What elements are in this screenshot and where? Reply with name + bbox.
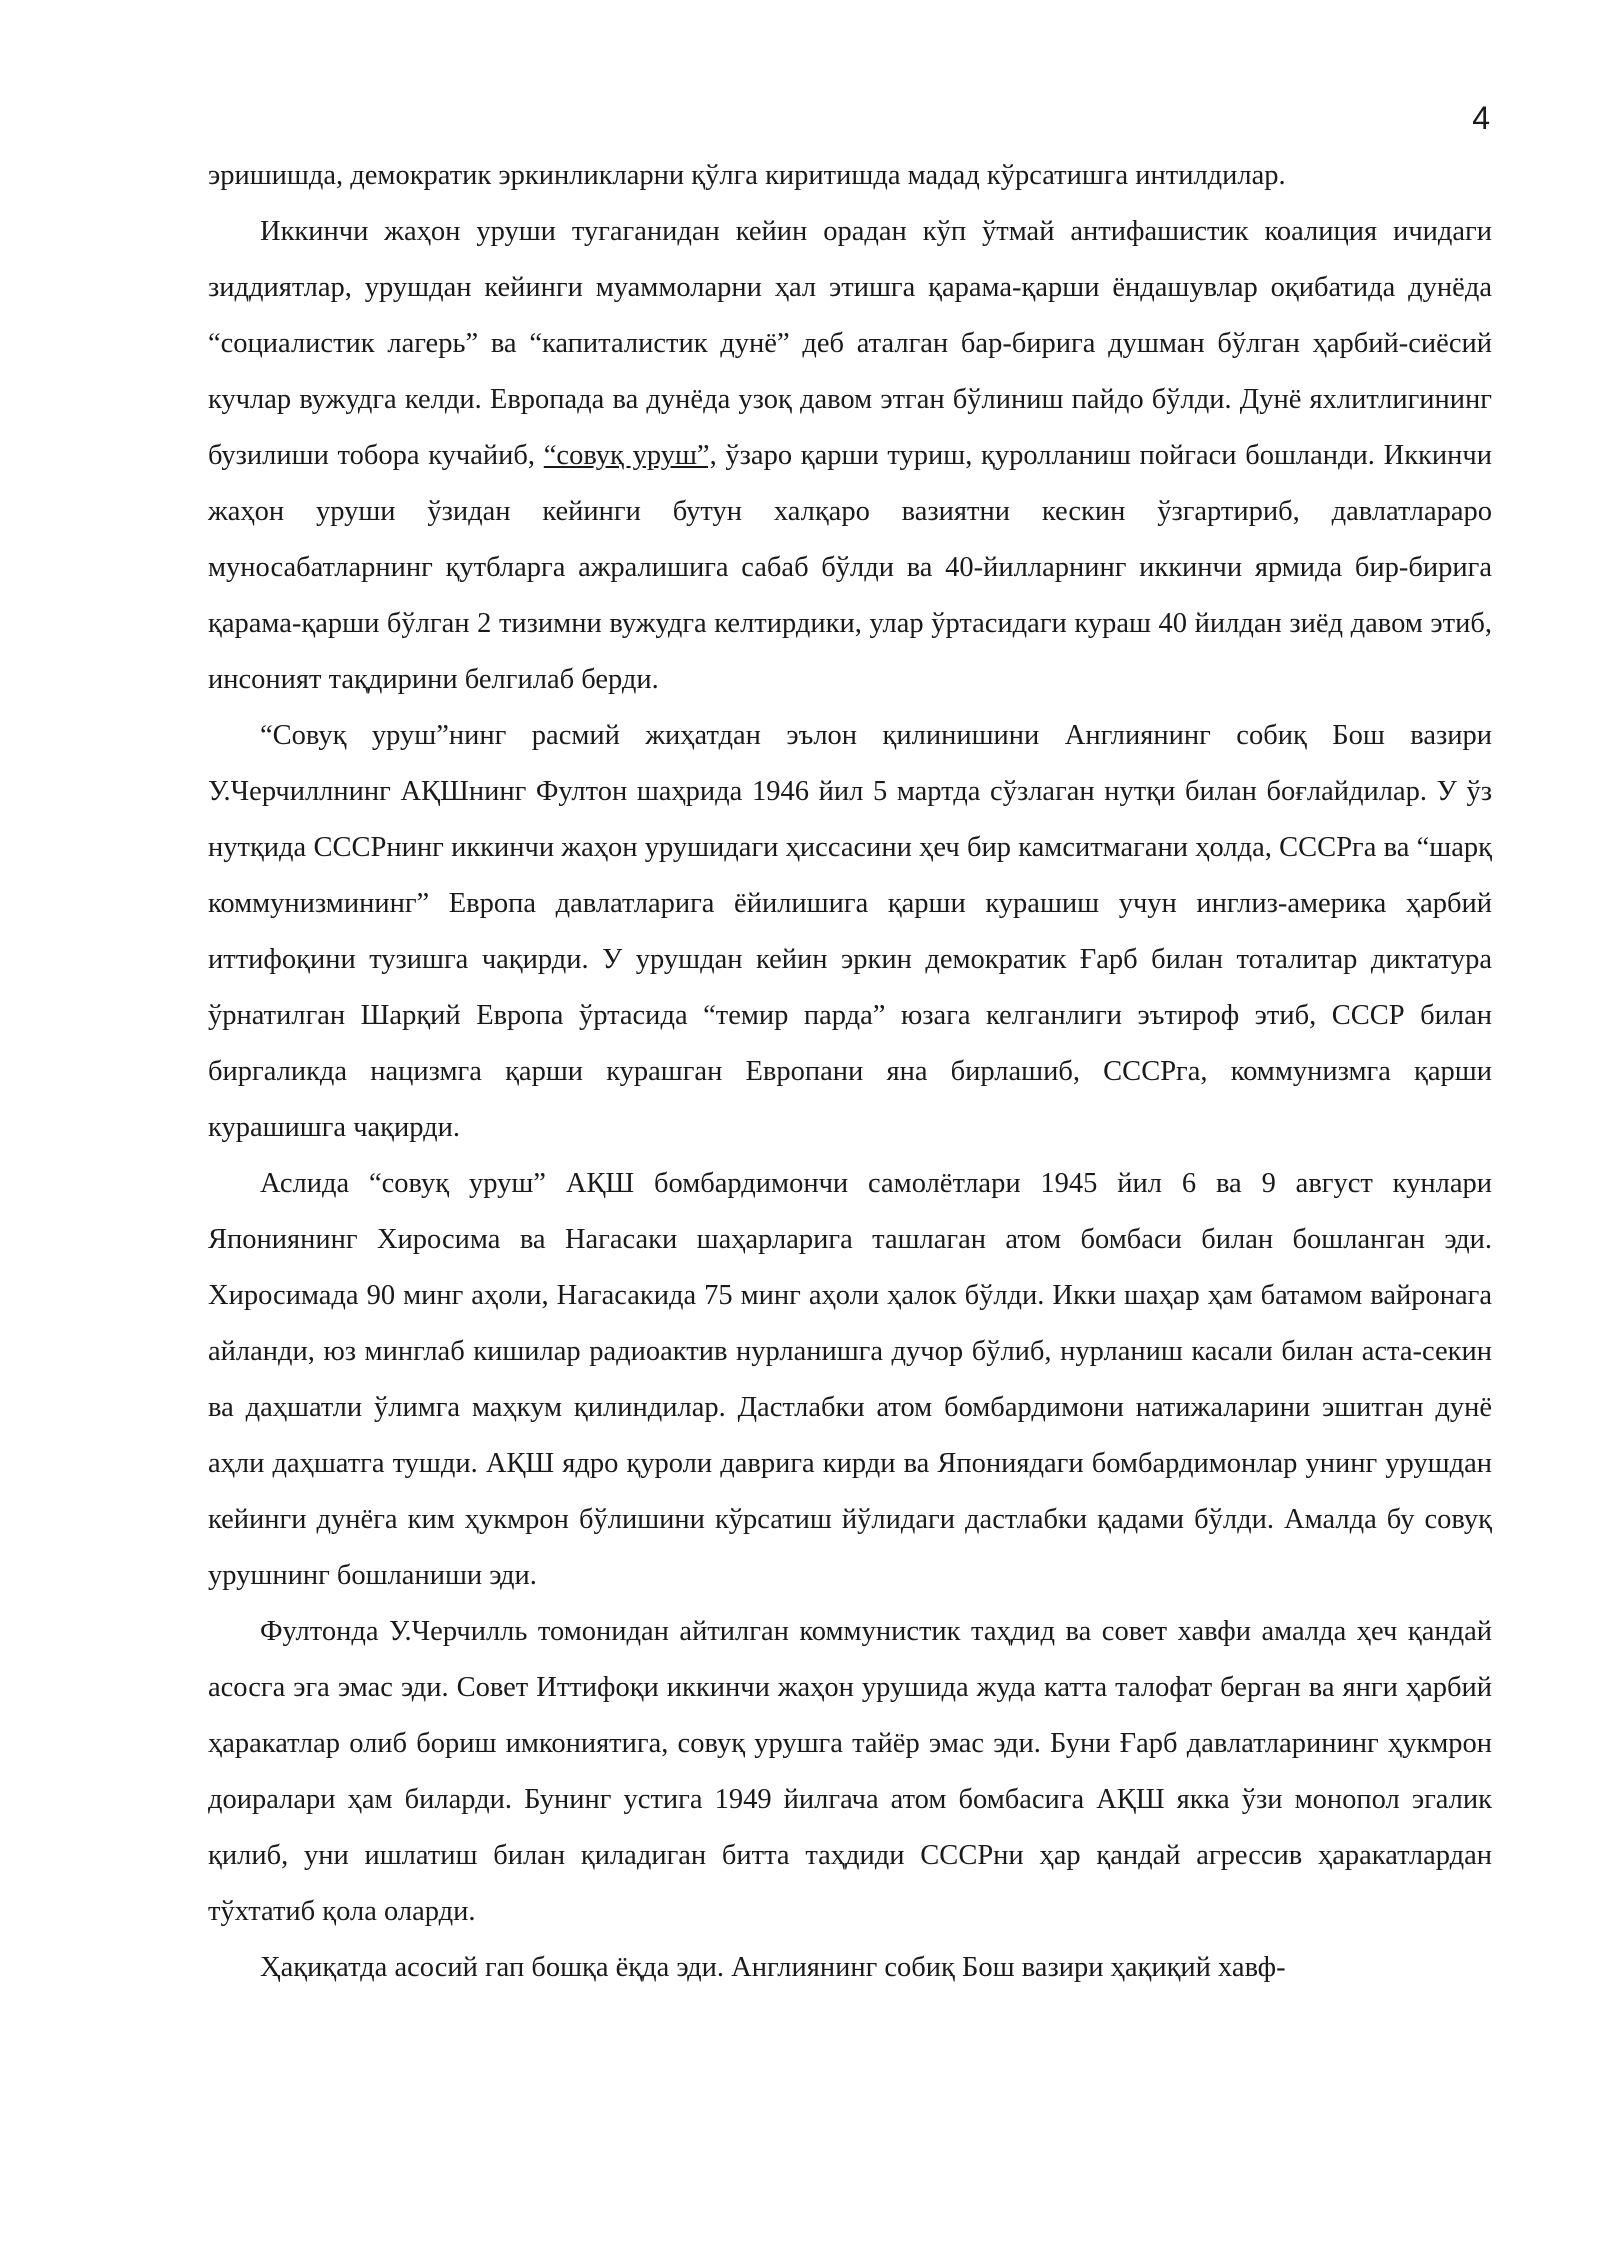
paragraph-5: Фултонда У.Черчилль томонидан айтилган коммунистик таҳдид ва совет хавфи амалда ҳеч қандай асосга эга эмас эди. Совет Иттифоқи иккинчи жаҳон урушида жуда катта талофат берган ва янги ҳарбий ҳаракатлар олиб бориш имкониятига, совуқ урушга тайёр эмас эди. Буни Ғарб давлатларининг ҳукмрон доиралари ҳам биларди. Бунинг устига 1949 йилгача атом бомбасига АҚШ якка ўзи монопол эгалик қилиб, уни ишлатиш билан қиладиган битта таҳдиди СССРни ҳар қандай агрессив ҳаракатлардан тўхтатиб қола оларди.	[208, 1616, 1492, 1927]
paragraph-6: Ҳақиқатда асосий гап бошқа ёқда эди. Англиянинг собиқ Бош вазири ҳақиқий хавф-	[260, 1952, 1286, 1983]
paragraph-2-text-before: Иккинчи жаҳон уруши тугаганидан кейин орадан кўп ўтмай антифашистик коалиция ичидаги зиддиятлар, урушдан кейинги муаммоларни ҳал этишга қарама-қарши ёндашувлар оқибатида дунёда “социалистик лагерь” ва “капиталистик дунё” деб аталган бар-бирига душман бўлган ҳарбий-сиёсий кучлар вужудга келди. Европада ва дунёда узоқ давом этган бўлиниш пайдо бўлди. Дунё яхлитлигининг бузилиши тобора кучайиб,	[208, 216, 1492, 471]
paragraph-2	[208, 204, 1492, 708]
document-body	[208, 148, 1492, 1996]
paragraph-4: Аслида “совуқ уруш” АҚШ бомбардимончи самолётлари 1945 йил 6 ва 9 август кунлари Япониянинг Хиросима ва Нагасаки шаҳарларига ташлаган атом бомбаси билан бошланган эди. Хиросимада 90 минг аҳоли, Нагасакида 75 минг аҳоли ҳалок бўлди. Икки шаҳар ҳам батамом вайронага айланди, юз минглаб кишилар радиоактив нурланишга дучор бўлиб, нурланиш касали билан аста-секин ва даҳшатли ўлимга маҳкум қилиндилар. Дастлабки атом бомбардимони натижаларини эшитган дунё аҳли даҳшатга тушди. АҚШ ядро қуроли даврига кирди ва Япониядаги бомбардимонлар унинг урушдан кейинги дунёга ким ҳукмрон бўлишини кўрсатиш йўлидаги дастлабки қадами бўлди. Амалда бу совуқ урушнинг бошланиши эди.	[208, 1168, 1492, 1591]
paragraph-1: эришишда, демократик эркинликларни қўлга киритишда мадад кўрсатишга интилдилар.	[208, 160, 1286, 191]
paragraph-3: “Совуқ уруш”нинг расмий жиҳатдан эълон қилинишини Англиянинг собиқ Бош вазири У.Черчиллнинг АҚШнинг Фултон шаҳрида 1946 йил 5 мартда сўзлаган нутқи билан боғлайдилар. У ўз нутқида СССРнинг иккинчи жаҳон урушидаги ҳиссасини ҳеч бир камситмагани ҳолда, СССРга ва “шарқ коммунизмининг” Европа давлатларига ёйилишига қарши курашиш учун инглиз-америка ҳарбий иттифоқини тузишга чақирди. У урушдан кейин эркин демократик Ғарб билан тоталитар диктатура ўрнатилган Шарқий Европа ўртасида “темир парда” юзага келганлиги эътироф этиб, СССР билан биргаликда нацизмга қарши курашган Европани яна бирлашиб, СССРга, коммунизмга қарши курашишга чақирди.	[208, 720, 1492, 1143]
paragraph-2-text-after: ўзаро қарши туриш, қуролланиш пойгаси бошланди. Иккинчи жаҳон уруши ўзидан кейинги бутун халқаро вазиятни кескин ўзгартириб, давлатлараро муносабатларнинг қутбларга ажралишига сабаб бўлди ва 40-йилларнинг иккинчи ярмида бир-бирига қарама-қарши бўлган 2 тизимни вужудга келтирдики, улар ўртасидаги кураш 40 йилдан зиёд давом этиб, инсоният тақдирини белгилаб берди.	[208, 440, 1492, 695]
page-number: 4	[1472, 100, 1490, 136]
underlined-term-cold-war: “совуқ уруш”,	[543, 440, 717, 471]
